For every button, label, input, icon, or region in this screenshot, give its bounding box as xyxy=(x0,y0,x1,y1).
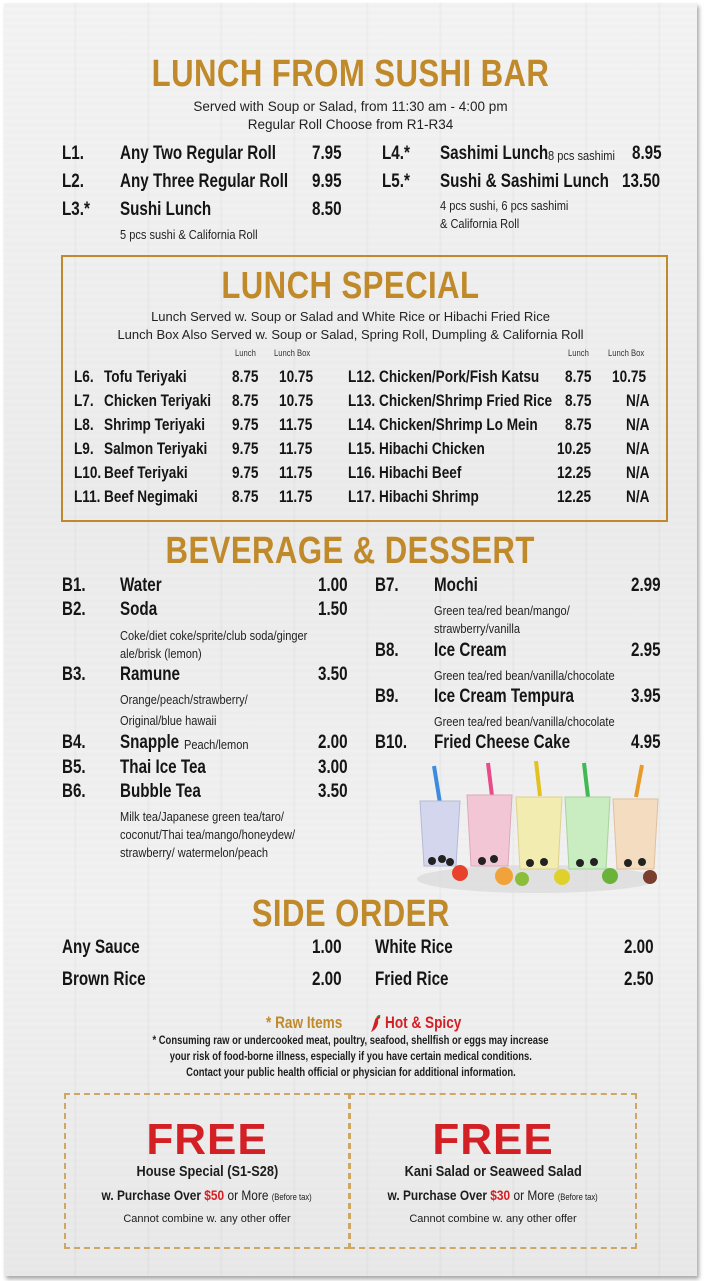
item-code: L2. xyxy=(62,171,84,192)
item-note: & California Roll xyxy=(440,216,520,231)
side-price: 1.00 xyxy=(312,937,342,958)
bev-note: Orange/peach/strawberry/ xyxy=(120,692,248,707)
side-name: White Rice xyxy=(375,937,453,958)
lunch-sushi-subtitle-2: Regular Roll Choose from R1-R34 xyxy=(247,117,454,132)
special-box-price: 10.75 xyxy=(612,367,647,386)
special-box-price: 10.75 xyxy=(279,391,314,410)
special-box-price: 11.75 xyxy=(279,487,313,506)
bev-code: B4. xyxy=(62,732,86,753)
special-lunch-price: 12.25 xyxy=(557,487,592,506)
bev-code: B5. xyxy=(62,757,86,778)
bev-name: Fried Cheese Cake xyxy=(434,732,571,753)
item-name: Any Two Regular Roll xyxy=(120,143,276,164)
special-code: L6. xyxy=(74,367,94,386)
bev-price: 1.50 xyxy=(318,599,348,620)
coupon-purchase: w. Purchase Over $50 or More (Before tax) xyxy=(101,1187,313,1203)
bev-note: Coke/diet coke/sprite/club soda/ginger xyxy=(120,628,308,643)
menu-page xyxy=(4,3,697,1276)
special-box-price: 11.75 xyxy=(279,463,313,482)
bev-price: 3.95 xyxy=(631,686,661,707)
special-name: Chicken/Pork/Fish Katsu xyxy=(379,367,540,386)
col-header-lunch-box: Lunch Box xyxy=(274,348,311,358)
side-name: Fried Rice xyxy=(375,969,449,990)
coupon-purchase: w. Purchase Over $30 or More (Before tax) xyxy=(387,1187,599,1203)
col-header-lunch: Lunch xyxy=(235,348,256,358)
special-code: L16. xyxy=(348,463,376,482)
item-code: L3.* xyxy=(62,199,90,220)
bev-note: strawberry/ watermelon/peach xyxy=(120,845,269,860)
item-inline-note: 8 pcs sashimi xyxy=(548,148,615,163)
beverage-title: BEVERAGE & DESSERT xyxy=(165,530,536,572)
bev-code: B3. xyxy=(62,664,86,685)
bev-name: Soda xyxy=(120,599,158,620)
special-name: Salmon Teriyaki xyxy=(104,439,208,458)
special-name: Chicken/Shrimp Lo Mein xyxy=(379,415,538,434)
special-name: Shrimp Teriyaki xyxy=(104,415,206,434)
hot-spicy-legend: Hot & Spicy xyxy=(385,1013,462,1032)
special-name: Hibachi Chicken xyxy=(379,439,485,458)
special-box-price: 11.75 xyxy=(279,415,313,434)
bev-price: 3.50 xyxy=(318,664,348,685)
special-lunch-price: 8.75 xyxy=(232,391,259,410)
lunch-special-subtitle-2: Lunch Box Also Served w. Soup or Salad, Spring Roll, Dumpling & California Roll xyxy=(117,327,584,342)
special-code: L10. xyxy=(74,463,102,482)
bev-code: B8. xyxy=(375,640,399,661)
bev-price: 2.99 xyxy=(631,575,661,596)
raw-items-legend: * Raw Items xyxy=(266,1013,343,1032)
special-name: Hibachi Beef xyxy=(379,463,462,482)
special-lunch-price: 8.75 xyxy=(565,391,592,410)
special-box-price: N/A xyxy=(626,415,650,434)
bev-note: Milk tea/Japanese green tea/taro/ xyxy=(120,809,285,824)
special-lunch-price: 8.75 xyxy=(232,487,259,506)
special-code: L13. xyxy=(348,391,376,410)
bev-name: Ramune xyxy=(120,664,180,685)
bev-name: Thai Ice Tea xyxy=(120,757,206,778)
special-box-price: N/A xyxy=(626,463,650,482)
bev-name: Snapple xyxy=(120,732,180,753)
item-name: Sushi Lunch xyxy=(120,199,212,220)
side-price: 2.00 xyxy=(624,937,654,958)
special-name: Chicken/Shrimp Fried Rice xyxy=(379,391,553,410)
special-name: Beef Negimaki xyxy=(104,487,198,506)
bev-code: B10. xyxy=(375,732,408,753)
bev-code: B1. xyxy=(62,575,86,596)
special-name: Hibachi Shrimp xyxy=(379,487,479,506)
item-name: Sashimi Lunch xyxy=(440,143,549,164)
item-code: L4.* xyxy=(382,143,410,164)
coupon-restriction: Cannot combine w. any other offer xyxy=(123,1213,291,1225)
special-code: L11. xyxy=(74,487,101,506)
bev-name: Bubble Tea xyxy=(120,781,201,802)
special-box-price: 10.75 xyxy=(279,367,314,386)
bev-price: 1.00 xyxy=(318,575,348,596)
coupon-free-label: FREE xyxy=(432,1115,554,1164)
item-code: L5.* xyxy=(382,171,410,192)
item-price: 9.95 xyxy=(312,171,342,192)
bev-price: 4.95 xyxy=(631,732,661,753)
special-lunch-price: 8.75 xyxy=(565,367,592,386)
chili-pepper-icon xyxy=(370,1015,382,1033)
special-code: L7. xyxy=(74,391,94,410)
special-box-price: N/A xyxy=(626,439,650,458)
side-order-title: SIDE ORDER xyxy=(251,893,450,935)
special-box-price: N/A xyxy=(626,391,650,410)
special-lunch-price: 8.75 xyxy=(232,367,259,386)
special-code: L14. xyxy=(348,415,376,434)
bev-note: Original/blue hawaii xyxy=(120,713,217,728)
bev-note: ale/brisk (lemon) xyxy=(120,646,202,661)
special-name: Chicken Teriyaki xyxy=(104,391,212,410)
side-price: 2.00 xyxy=(312,969,342,990)
bev-code: B7. xyxy=(375,575,399,596)
bev-name: Mochi xyxy=(434,575,478,596)
coupon-item: Kani Salad or Seaweed Salad xyxy=(404,1163,582,1180)
item-note: 5 pcs sushi & California Roll xyxy=(120,227,258,242)
bev-note: coconut/Thai tea/mango/honeydew/ xyxy=(120,827,296,842)
special-lunch-price: 8.75 xyxy=(565,415,592,434)
special-lunch-price: 9.75 xyxy=(232,463,259,482)
health-warning-1: * Consuming raw or undercooked meat, poultry, seafood, shellfish or eggs may increase xyxy=(152,1035,549,1047)
item-price: 13.50 xyxy=(622,171,661,192)
lunch-special-subtitle: Lunch Served w. Soup or Salad and White Rice or Hibachi Fried Rice xyxy=(151,309,550,324)
bubble-tea-illustration xyxy=(412,761,662,896)
bev-name: Water xyxy=(120,575,162,596)
special-lunch-price: 10.25 xyxy=(557,439,592,458)
bev-note: Green tea/red bean/mango/ xyxy=(434,603,570,618)
special-code: L15. xyxy=(348,439,376,458)
lunch-special-title: LUNCH SPECIAL xyxy=(221,265,480,307)
bev-price: 3.00 xyxy=(318,757,348,778)
item-name: Sushi & Sashimi Lunch xyxy=(440,171,609,192)
col-header-lunch: Lunch xyxy=(568,348,589,358)
bev-price: 3.50 xyxy=(318,781,348,802)
bev-note: Green tea/red bean/vanilla/chocolate xyxy=(434,668,615,683)
special-lunch-price: 9.75 xyxy=(232,439,259,458)
bev-name: Ice Cream xyxy=(434,640,507,661)
col-header-lunch-box: Lunch Box xyxy=(608,348,645,358)
side-name: Brown Rice xyxy=(62,969,146,990)
special-box-price: N/A xyxy=(626,487,650,506)
item-code: L1. xyxy=(62,143,84,164)
item-name: Any Three Regular Roll xyxy=(120,171,289,192)
bev-inline-note: Peach/lemon xyxy=(184,737,249,752)
bev-note: strawberry/vanilla xyxy=(434,621,520,636)
bev-code: B6. xyxy=(62,781,86,802)
lunch-sushi-title: LUNCH FROM SUSHI BAR xyxy=(151,53,550,95)
bev-price: 2.00 xyxy=(318,732,348,753)
special-code: L9. xyxy=(74,439,94,458)
special-lunch-price: 12.25 xyxy=(557,463,592,482)
coupon-item: House Special (S1-S28) xyxy=(136,1163,278,1180)
special-code: L17. xyxy=(348,487,376,506)
side-price: 2.50 xyxy=(624,969,654,990)
bev-note: Green tea/red bean/vanilla/chocolate xyxy=(434,714,615,729)
item-note: 4 pcs sushi, 6 pcs sashimi xyxy=(440,198,569,213)
coupon-restriction: Cannot combine w. any other offer xyxy=(409,1213,577,1225)
item-price: 8.50 xyxy=(312,199,342,220)
coupon-free-label: FREE xyxy=(146,1115,268,1164)
bev-name: Ice Cream Tempura xyxy=(434,686,574,707)
special-code: L12. xyxy=(348,367,376,386)
item-price: 8.95 xyxy=(632,143,662,164)
bev-code: B2. xyxy=(62,599,86,620)
bev-code: B9. xyxy=(375,686,399,707)
special-lunch-price: 9.75 xyxy=(232,415,259,434)
health-warning-3: Contact your public health official or physician for additional information. xyxy=(185,1067,516,1079)
special-name: Tofu Teriyaki xyxy=(104,367,187,386)
special-name: Beef Teriyaki xyxy=(104,463,188,482)
health-warning-2: your risk of food-borne illness, especially if you have certain medical conditions. xyxy=(169,1051,532,1063)
special-box-price: 11.75 xyxy=(279,439,313,458)
lunch-sushi-subtitle: Served with Soup or Salad, from 11:30 am - 4:00 pm xyxy=(193,99,508,114)
special-code: L8. xyxy=(74,415,94,434)
item-price: 7.95 xyxy=(312,143,342,164)
side-name: Any Sauce xyxy=(62,937,140,958)
bev-price: 2.95 xyxy=(631,640,661,661)
